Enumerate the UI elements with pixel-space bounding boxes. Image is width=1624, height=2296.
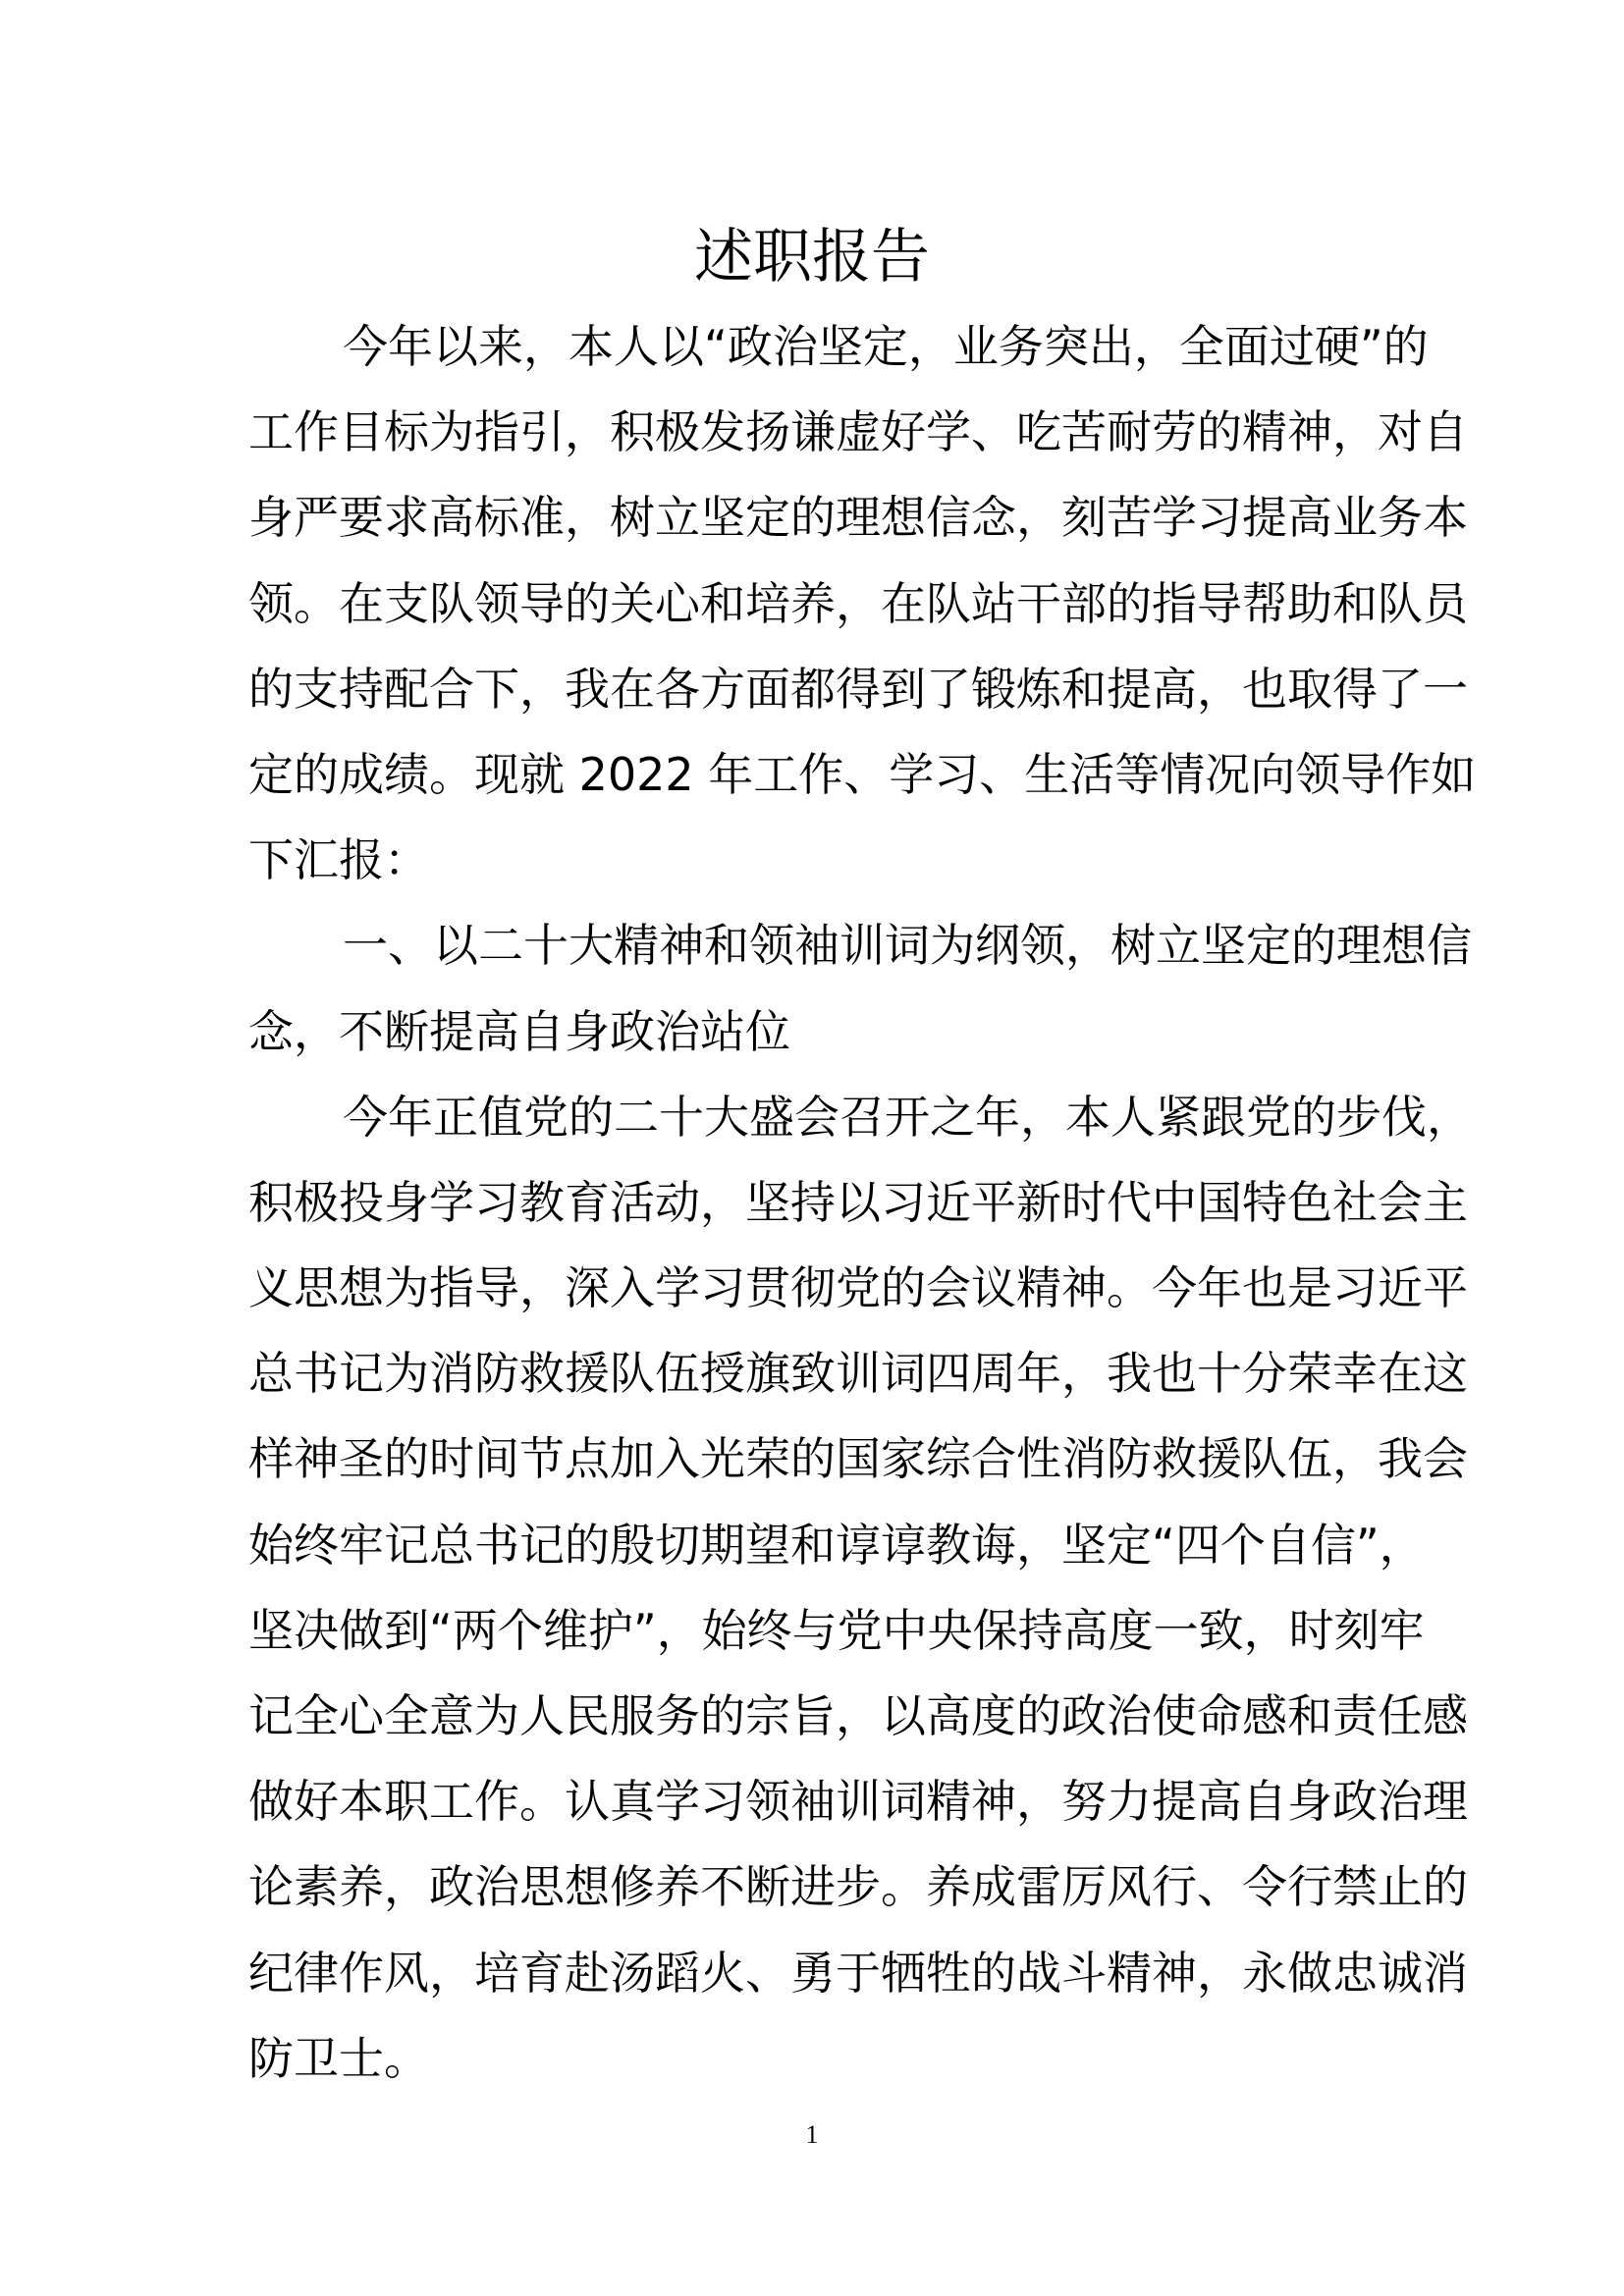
section-heading bbox=[248, 903, 1472, 1074]
paragraph bbox=[248, 304, 1477, 903]
text-line: 今年以来，本人以“政治坚定，业务突出，全面过硬”的 bbox=[343, 320, 1429, 373]
text-line: 念，不断提高自身政治站位 bbox=[248, 1004, 790, 1058]
text-line: 身严要求高标准，树立坚定的理想信念，刻苦学习提高业务本 bbox=[248, 491, 1468, 545]
text-line: 义思想为指导，深入学习贯彻党的会议精神。今年也是习近平 bbox=[248, 1261, 1468, 1315]
text-line: 纪律作风，培育赴汤蹈火、勇于牺牲的战斗精神，永做忠诚消 bbox=[248, 1946, 1468, 2000]
text-line: 总书记为消防救援队伍授旗致训词四周年，我也十分荣幸在这 bbox=[248, 1347, 1468, 1401]
text-line: 记全心全意为人民服务的宗旨，以高度的政治使命感和责任感 bbox=[248, 1689, 1468, 1742]
text-line: 防卫士。 bbox=[248, 2031, 429, 2085]
text-line: 的支持配合下，我在各方面都得到了锻炼和提高，也取得了一 bbox=[248, 662, 1468, 716]
text-line: 今年正值党的二十大盛会召开之年，本人紧跟党的步伐， bbox=[343, 1090, 1472, 1144]
text-line: 下汇报： bbox=[248, 833, 429, 887]
text-line: 坚决做到“两个维护”，始终与党中央保持高度一致，时刻牢 bbox=[248, 1603, 1425, 1657]
document-body bbox=[248, 304, 1477, 2102]
text-line: 领。在支队领导的关心和培养，在队站干部的指导帮助和队员 bbox=[248, 576, 1468, 630]
text-line: 始终牢记总书记的殷切期望和谆谆教诲，坚定“四个自信”， bbox=[248, 1518, 1425, 1572]
page-number: 1 bbox=[805, 2120, 819, 2149]
text-line: 做好本职工作。认真学习领袖训词精神，努力提高自身政治理 bbox=[248, 1775, 1468, 1829]
text-line: 一、以二十大精神和领袖训词为纲领，树立坚定的理想信 bbox=[343, 919, 1472, 973]
text-line: 样神圣的时间节点加入光荣的国家综合性消防救援队伍，我会 bbox=[248, 1432, 1468, 1486]
text-line: 定的成绩。现就 2022 年工作、学习、生活等情况向领导作如 bbox=[248, 747, 1477, 801]
document-title: 述职报告 bbox=[694, 223, 930, 292]
text-line: 论素养，政治思想修养不断进步。养成雷厉风行、令行禁止的 bbox=[248, 1860, 1468, 1914]
paragraph bbox=[248, 1075, 1472, 2102]
text-line: 积极投身学习教育活动，坚持以习近平新时代中国特色社会主 bbox=[248, 1175, 1468, 1229]
text-line: 工作目标为指引，积极发扬谦虚好学、吃苦耐劳的精神，对自 bbox=[248, 405, 1468, 459]
